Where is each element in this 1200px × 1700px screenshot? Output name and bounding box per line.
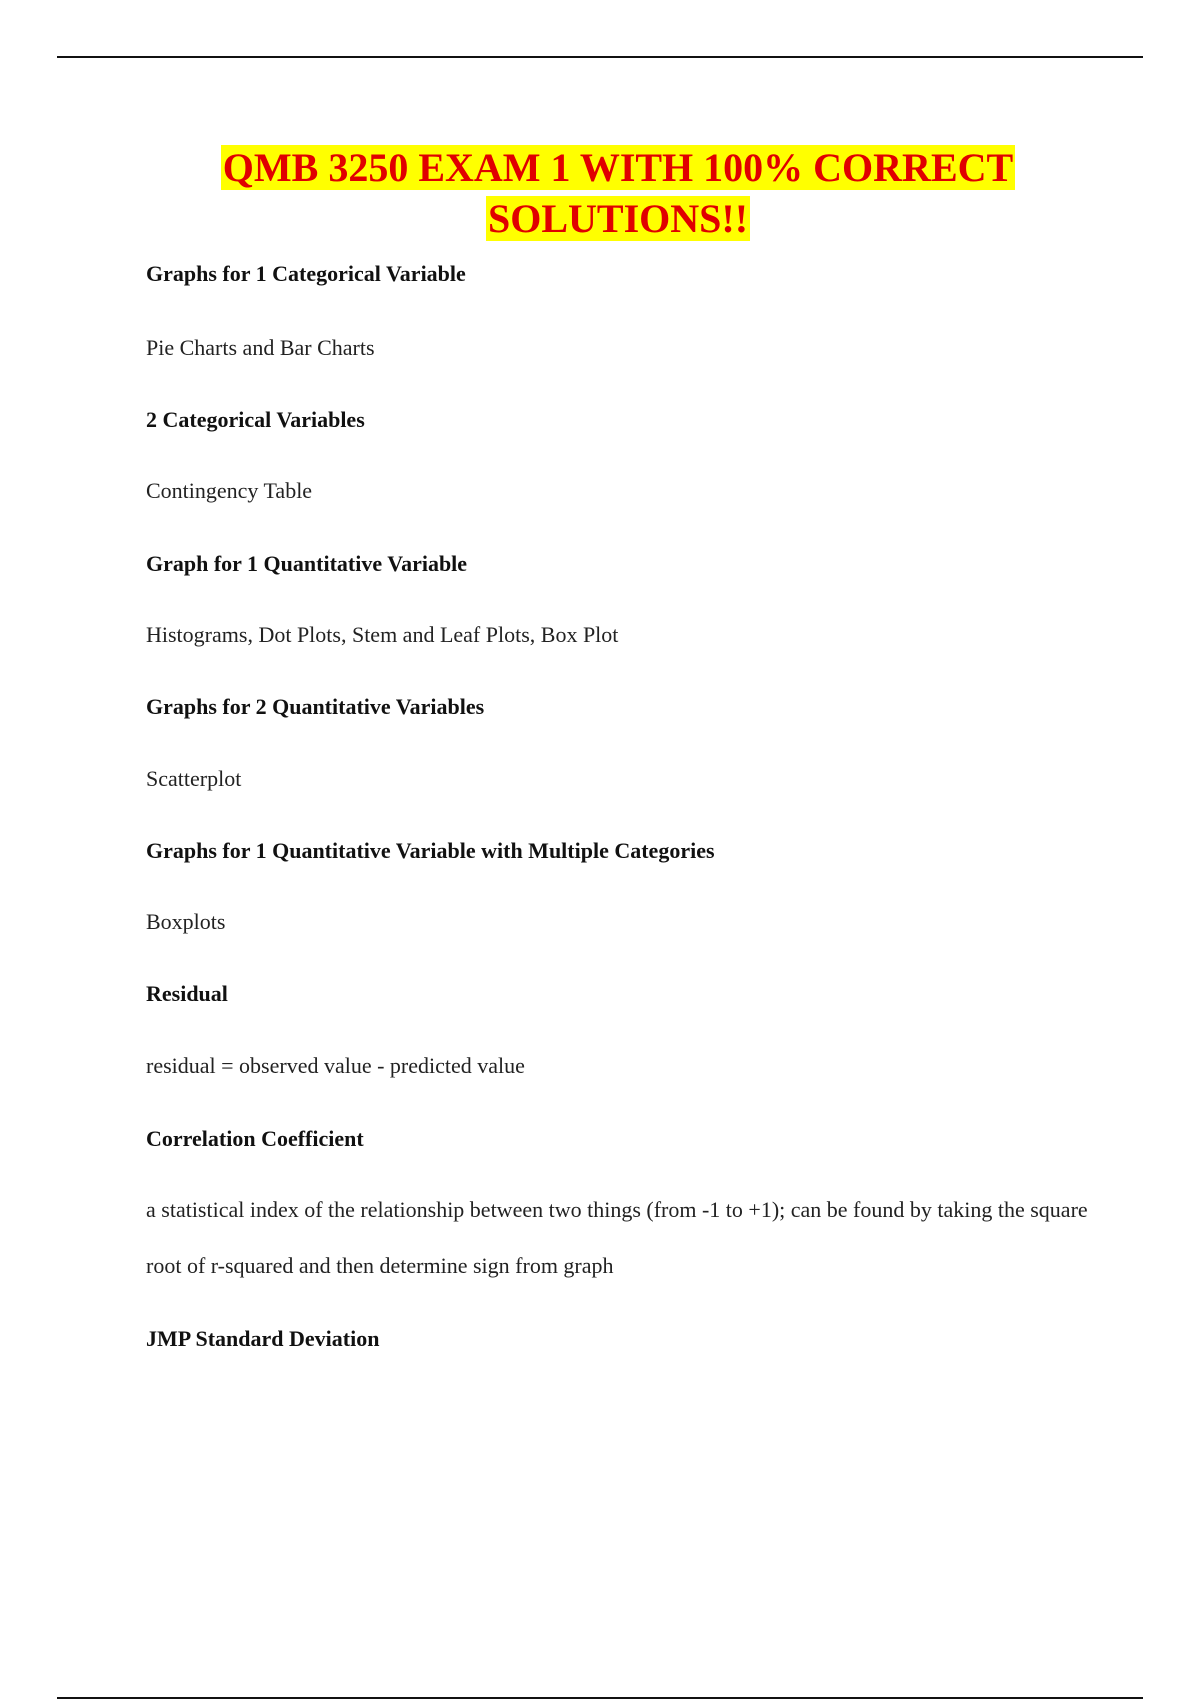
entry-definition-block [146,607,1106,663]
entry-term: 2 Categorical Variables [146,407,365,432]
entry-term: JMP Standard Deviation [146,1326,380,1351]
entry-definition: residual = observed value - predicted value [146,1053,525,1078]
entry-definition-block [146,1038,1106,1094]
footer-rule [57,1697,1143,1699]
entry [146,260,1106,288]
entry-definition: Boxplots [146,909,226,934]
entry-definition-block [146,320,1106,376]
entry [146,406,1106,434]
title-line-2: SOLUTIONS!! [487,196,749,241]
document-title [0,142,1200,244]
entry-term: Correlation Coefficient [146,1126,364,1151]
entry-definition: Scatterplot [146,766,242,791]
entry-definition: Histograms, Dot Plots, Stem and Leaf Plots, Box Plot [146,622,619,647]
entry-term: Graphs for 2 Quantitative Variables [146,694,485,719]
entry-definition: a statistical index of the relationship between two things (from -1 to +1); can be found by taking the square root of r-squared and then determine sign from graph [146,1197,1088,1278]
entry [146,550,1106,578]
entry-definition-block [146,463,1106,519]
entry [146,1125,1106,1153]
entry-term: Graph for 1 Quantitative Variable [146,551,468,576]
entry-definition-block [146,1182,1106,1294]
entry-definition-block [146,751,1106,807]
header-rule [57,56,1143,58]
entry-term: Residual [146,981,228,1006]
entry [146,1325,1106,1353]
entry-definition: Pie Charts and Bar Charts [146,335,375,360]
entry [146,980,1106,1008]
entry-term: Graphs for 1 Categorical Variable [146,261,466,286]
entry [146,693,1106,721]
entry-term: Graphs for 1 Quantitative Variable with Multiple Categories [146,838,715,863]
entry [146,837,1106,865]
entry-definition: Contingency Table [146,478,313,503]
entry-definition-block [146,894,1106,950]
title-line-1: QMB 3250 EXAM 1 WITH 100% CORRECT [222,145,1014,190]
